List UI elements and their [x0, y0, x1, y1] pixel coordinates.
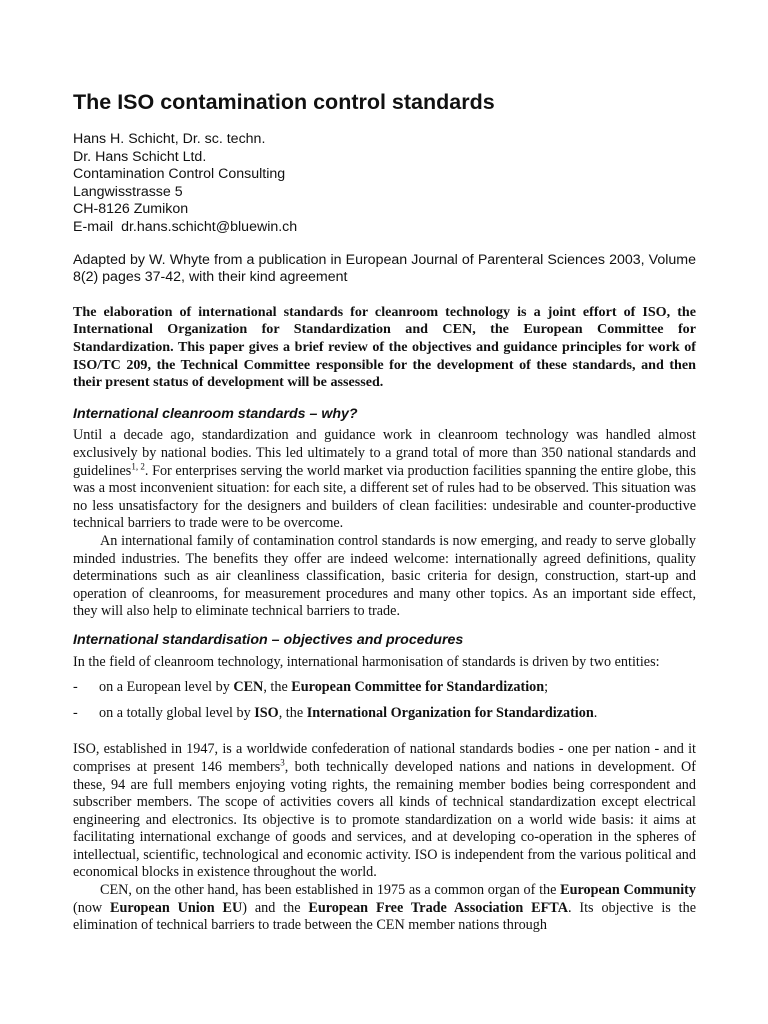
author-city: CH-8126 Zumikon [73, 201, 189, 218]
section2-heading: International standardisation – objectives and procedures [73, 631, 464, 648]
section1-paragraph-2: An international family of contamination control standards is now emerging, and ready to serve globally minded industries. The benefits they offer are indeed welcome: internationally agreed definitions, quality determinations such as air cleanliness classification, basic criteria for design, construction, start-up and operation of cleanrooms, for measurement procedures and many other topics. As an important side effect, they will also help to eliminate technical barriers to trade. [73, 532, 696, 620]
bullet-cen [73, 679, 696, 697]
bullet-iso-text [99, 705, 597, 723]
bullet-dash: - [73, 704, 78, 721]
iso-text-b: , both technically developed nations and nations in development. Of these, 94 are full members enjoying voting rights, the remaining member bodies being correspondent and subscriber members. The scope of activities covers all kinds of technical standardization except electrical engineering and electronics. Its objective is to promote standardization on a world wide basis: it aims at facilitating international exchange of goods and services, and at developing co-operation in the spheres of intellectual, scientific, technological and economic activity. ISO is independent from the various political and economical blocks in existence throughout the world. [73, 758, 696, 881]
email-label: E-mail [73, 218, 114, 235]
s1p1-text-a: Until a decade ago, standardization and guidance work in cleanroom technology was handled almost exclusively by national bodies. This led ultimately to a grand total of more than 350 national standards and guidelines [73, 427, 696, 479]
cen-bold-efta: European Free Trade Association EFTA [308, 899, 568, 916]
cen-text-e: ) and the [242, 899, 309, 916]
email-address[interactable]: dr.hans.schicht@bluewin.ch [121, 218, 298, 235]
citation-3: 3 [280, 757, 285, 768]
bullet-cen-mid: , the [263, 679, 292, 696]
bullet-iso-post: . [593, 704, 598, 721]
section1-paragraph-1 [73, 427, 696, 533]
adapted-note: Adapted by W. Whyte from a publication in European Journal of Parenteral Sciences 2003, Volume 8(2) pages 37-42, with their kind agreement [73, 251, 696, 286]
s1p1-text-b: . For enterprises serving the world market via production facilities spanning the entire globe, this was a most inconvenient situation: for each site, a different set of rules had to be observed. This situation was no less unsatisfactory for the designers and builders of clean facilities: undesirable and counter-productive technical barriers to trade were to be overcome. [73, 462, 696, 532]
author-email-line [73, 219, 696, 237]
abstract: The elaboration of international standards for cleanroom technology is a joint effort of ISO, the International Organization for Standardization and CEN, the European Committee for Standardization. This paper gives a brief review of the objectives and guidance principles for work of ISO/TC 209, the Technical Committee responsible for the development of these standards, and then their present status of development will be assessed. [73, 303, 696, 391]
paper-title: The ISO contamination control standards [73, 90, 495, 114]
iso-text-a: ISO, established in 1947, is a worldwide confederation of national standards bodies - one per nation - and it comprises at present 146 members [73, 741, 696, 775]
bullet-iso-abbr: ISO [254, 704, 279, 721]
bullet-cen-post: ; [544, 679, 549, 696]
citation-1-2: 1, 2 [131, 460, 145, 471]
cen-bold-ec: European Community [560, 882, 696, 899]
bullet-dash: - [73, 679, 78, 696]
author-name: Hans H. Schicht, Dr. sc. techn. [73, 131, 266, 147]
iso-paragraph [73, 741, 696, 882]
bullet-iso-mid: , the [278, 704, 307, 721]
cen-text-g: . Its objective is the elimination of technical barriers to trade between the CEN member nations through [73, 899, 696, 934]
bullet-iso-name: International Organization for Standardization [306, 704, 594, 721]
cen-paragraph [73, 882, 696, 935]
bullet-iso-pre: on a totally global level by [99, 704, 255, 721]
author-company: Dr. Hans Schicht Ltd. [73, 148, 207, 165]
author-street: Langwisstrasse 5 [73, 183, 183, 200]
bullet-cen-name: European Committee for Standardization [291, 679, 545, 696]
bullet-iso [73, 705, 696, 723]
bullet-cen-pre: on a European level by [99, 679, 234, 696]
section2-intro: In the field of cleanroom technology, international harmonisation of standards is driven by two entities: [73, 653, 660, 670]
cen-bold-eu: European Union EU [110, 899, 243, 916]
cen-text-a: CEN, on the other hand, has been established in 1975 as a common organ of the [100, 882, 561, 899]
author-block [73, 131, 696, 237]
bullet-cen-abbr: CEN [233, 679, 264, 696]
section1-heading: International cleanroom standards – why? [73, 405, 358, 422]
bullet-cen-text [99, 679, 548, 697]
cen-text-c: (now [73, 899, 111, 916]
author-dept: Contamination Control Consulting [73, 166, 286, 183]
